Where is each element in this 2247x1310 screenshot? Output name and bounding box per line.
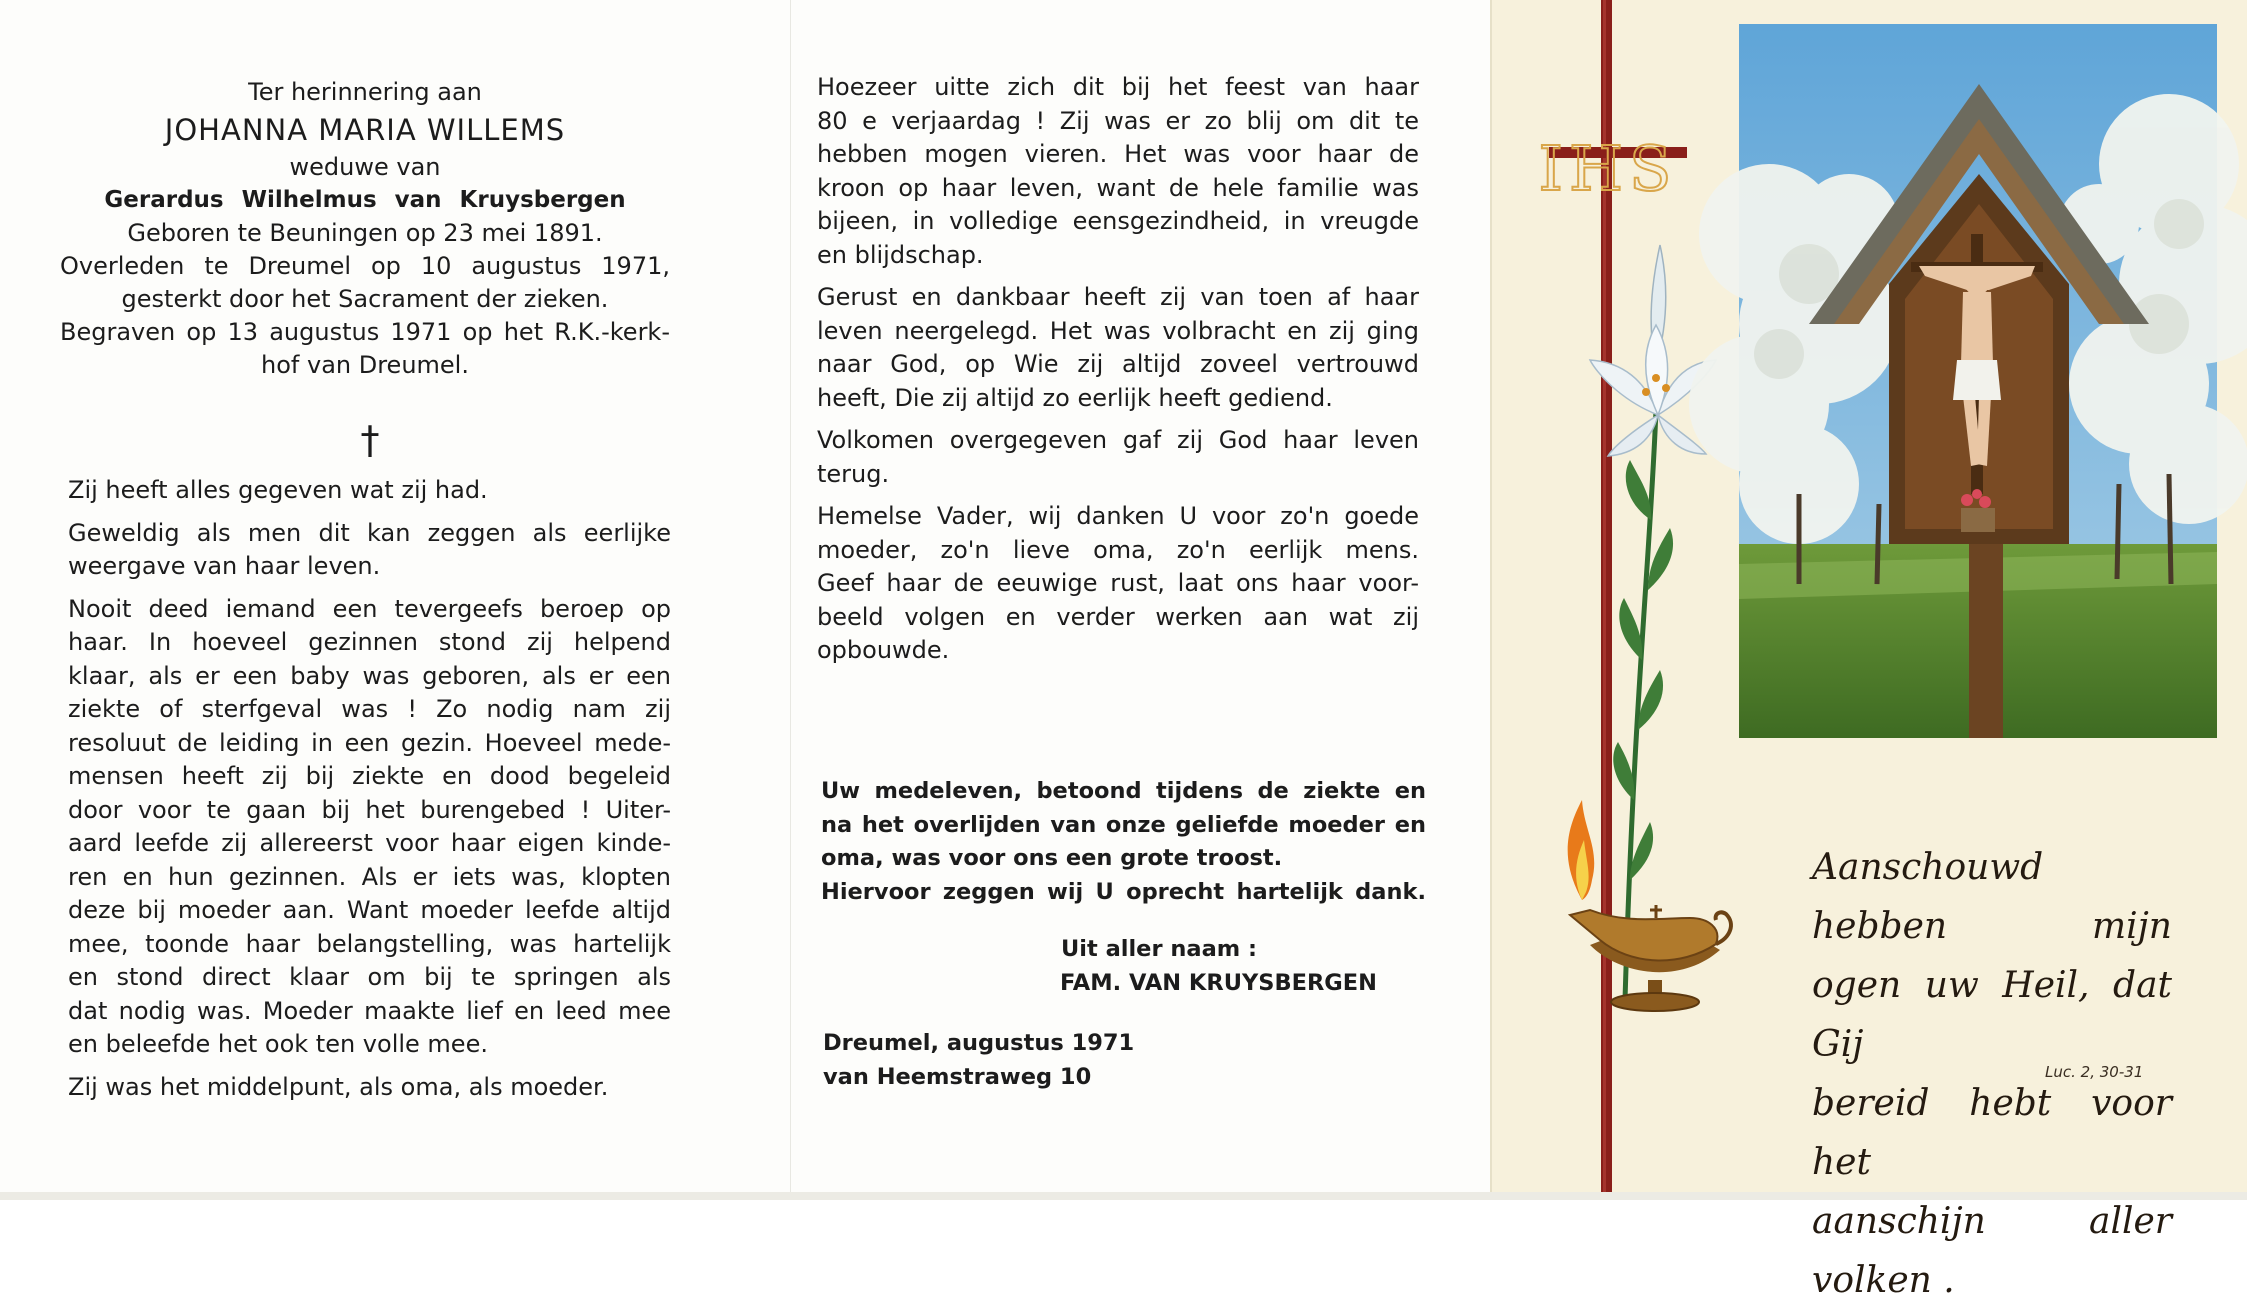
signature-family: FAM. VAN KRUYSBERGEN	[1060, 970, 1377, 996]
text-line: en beleefde het ook ten volle mee.	[68, 1030, 488, 1058]
text-line: mee, toonde haar belangstelling, was hartelijk	[68, 929, 671, 958]
cross-lily-lamp-ornament	[1530, 0, 1730, 1192]
text-line: Volkomen overgegeven gaf zij God haar leven	[817, 426, 1419, 454]
thanks-paragraph	[821, 775, 1426, 909]
text-line: bijeen, in volledige eensgezindheid, in vreugde	[817, 207, 1419, 235]
burial-line-2: hof van Dreumel.	[261, 351, 469, 379]
death-line: Overleden te Dreumel op 10 augustus 1971,	[60, 252, 670, 280]
text-line: hebben mogen vieren. Het was voor haar de	[817, 140, 1419, 168]
paragraph	[817, 281, 1419, 415]
place-date: Dreumel, augustus 1971	[823, 1030, 1135, 1056]
text-line: deze bij moeder aan. Want moeder leefde altijd	[68, 896, 671, 924]
text-line: Geef haar de eeuwige rust, laat ons haar voor-	[817, 569, 1419, 597]
text-line: Nooit deed iemand een tevergeefs beroep op	[68, 594, 671, 623]
text-line: resoluut de leiding in een gezin. Hoeveel mede-	[68, 728, 671, 757]
text-line: Hemelse Vader, wij danken U voor zo'n goede	[817, 502, 1419, 530]
text-line: Geweldig als men dit kan zeggen als eerlijke	[68, 518, 671, 547]
verse-reference: Luc. 2, 30-31	[2045, 1063, 2144, 1081]
verse-line: ogen uw Heil, dat Gij	[1812, 965, 2172, 1065]
burial-line-1: Begraven op 13 augustus 1971 op het R.K.-kerk-	[60, 318, 670, 346]
memorial-header	[60, 76, 670, 382]
text-line: mensen heeft zij bij ziekte en dood begeleid	[68, 762, 671, 790]
text-line: aard leefde zij allereerst voor haar eigen kinde-	[68, 829, 671, 857]
text-line: beeld volgen en verder werken aan wat zij	[817, 602, 1419, 631]
left-body-text	[68, 474, 671, 1113]
text-line: 80 e verjaardag ! Zij was er zo blij om dit te	[817, 106, 1419, 135]
ihs-monogram: IHS	[1538, 132, 1678, 205]
place-address: van Heemstraweg 10	[823, 1064, 1092, 1090]
paragraph	[817, 424, 1419, 491]
deceased-name: JOHANNA MARIA WILLEMS	[164, 113, 566, 147]
birth-line: Geboren te Beuningen op 23 mei 1891.	[127, 219, 603, 247]
paragraph	[68, 474, 671, 508]
paragraph	[68, 1071, 671, 1105]
text-line: heeft, Die zij altijd zo eerlijk heeft gediend.	[817, 383, 1333, 412]
text-line: Zij was het middelpunt, als oma, als moeder.	[68, 1072, 609, 1101]
intro-line: Ter herinnering aan	[248, 78, 482, 106]
text-line: door voor te gaan bij het burengebed ! Uiter-	[68, 795, 671, 824]
loincloth	[1953, 360, 2001, 400]
text-line: ziekte of sterfgeval was ! Zo nodig nam zij	[68, 695, 671, 723]
text-line: weergave van haar leven.	[68, 552, 381, 580]
sacrament-line: gesterkt door het Sacrament der zieken.	[121, 285, 609, 313]
paragraph	[817, 71, 1419, 272]
text-line: terug.	[817, 459, 890, 488]
text-line: leven neergelegd. Het was volbracht en zij ging	[817, 316, 1419, 345]
thanks-line: oma, was voor ons een grote troost.	[821, 845, 1283, 871]
wayside-crucifix-photo	[1739, 24, 2217, 738]
thanks-line: Hiervoor zeggen wij U oprecht hartelijk dank.	[821, 878, 1426, 905]
verse-line: Aanschouwd hebben mijn	[1812, 847, 2172, 947]
text-line: klaar, als er een baby was geboren, als er een	[68, 661, 671, 690]
text-line: Gerust en dankbaar heeft zij van toen af haar	[817, 283, 1419, 311]
text-line: Zij heeft alles gegeven wat zij had.	[68, 476, 488, 504]
paragraph	[817, 500, 1419, 668]
text-line: ren en hun gezinnen. Als er iets was, klopten	[68, 862, 671, 891]
text-line: opbouwde.	[817, 636, 950, 664]
paragraph	[68, 517, 671, 584]
verse-line: aanschijn aller volken .	[1812, 1201, 2172, 1301]
thanks-line: Uw medeleven, betoond tijdens de ziekte en	[821, 778, 1426, 804]
thanks-line: na het overlijden van onze geliefde moeder en	[821, 811, 1426, 838]
text-line: naar God, op Wie zij altijd zoveel vertrouwd	[817, 350, 1419, 378]
text-line: kroon op haar leven, want de hele familie was	[817, 173, 1419, 202]
widow-of-line: weduwe van	[289, 153, 441, 181]
text-line: haar. In hoeveel gezinnen stond zij helpend	[68, 628, 671, 656]
text-line: dat nodig was. Moeder maakte lief en leed mee	[68, 996, 671, 1025]
signature-from: Uit aller naam :	[1061, 936, 1258, 962]
text-line: Hoezeer uitte zich dit bij het feest van haar	[817, 73, 1419, 101]
place-and-date	[823, 1026, 1134, 1094]
cross-icon: †	[360, 418, 380, 462]
text-line: moeder, zo'n lieve oma, zo'n eerlijk mens.	[817, 535, 1419, 564]
text-line: en blijdschap.	[817, 240, 984, 269]
middle-body-text	[817, 71, 1419, 677]
verse-line: bereid hebt voor het	[1812, 1083, 2172, 1183]
text-line: en stond direct klaar om bij te springen als	[68, 963, 671, 991]
oil-lamp-icon	[1570, 905, 1731, 1011]
signature	[1060, 932, 1377, 1000]
husband-name: Gerardus Wilhelmus van Kruysbergen	[104, 187, 626, 213]
paragraph	[68, 593, 671, 1062]
